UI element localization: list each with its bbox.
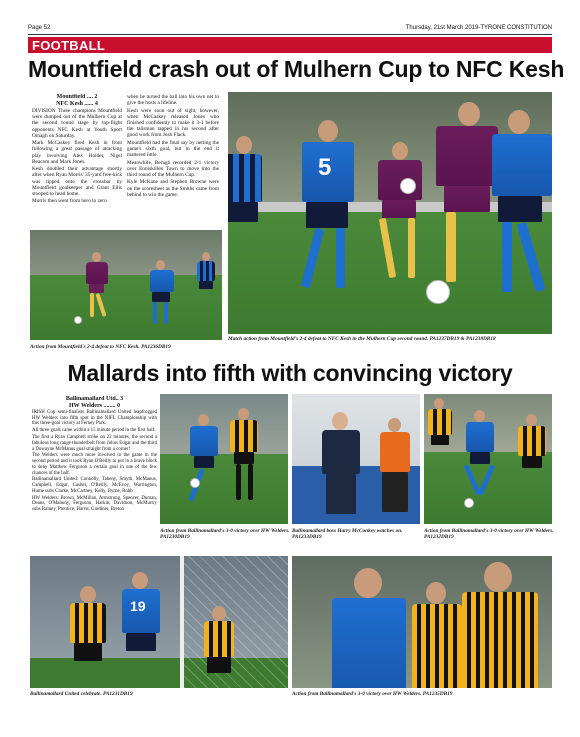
story1-para: Mountfield had the final say by netting the game's sixth goal, but in the end it mattered little. <box>127 139 219 159</box>
story2-para: HW Welders: Brown, McMillan, Armstrong, Spencer, Doman, Deans, O'Mahony, Ferguson, Harkin, Davidson, McMurtry subs Rainey, Prentice, Harris, Gardiner, Breton <box>32 495 157 513</box>
story1-score-away: NFC Kesh ...... 4 <box>56 101 98 107</box>
story2-caption-5: Action from Ballinamallard's 3-0 victory over HW Welders. PA1235DB19 <box>292 691 453 697</box>
story2-photo-manager <box>292 394 420 524</box>
header-rule <box>28 34 552 35</box>
story1-para: when he turned the ball into his own net to give the hosts a lifeline. <box>127 94 219 107</box>
story1-para: Mark McCaskey fired Kesh in front following a great passage of attacking play involving Alex Holder, Nigel Beacom and Mark Jones. <box>32 140 122 165</box>
story2-para: IRISH Cup semi-finalists Ballinamallard United leapfrogged HW Welders into fifth spot in the NIFL Championship with this three-goal victory at Ferney Park. <box>32 410 157 427</box>
story1-para: Kyle McKane and Stephen Browne were on the scoresheet as the Smiths came from behind to win the game. <box>127 179 219 198</box>
story2-body <box>32 396 157 556</box>
page-number: Page 52 <box>28 25 51 31</box>
story2-caption-1: Action from Ballinamallard's 3-0 victory over HW Welders. PA1230DB19 <box>160 528 290 540</box>
story1-photo-small <box>30 230 222 340</box>
story2-photo-action-3 <box>292 556 552 688</box>
story2-para: The first a Ryan Campbell strike on 22 minutes, the second a fabulous long range thunderbolt from Johns Edgar and the third a Dowayne McManus goal straight from a corner! <box>32 435 157 452</box>
story2-para: The Welders were much more involved in the game in the second period and it took Ryan O'Reilly to put in a brave block to deny Matthew Ferguson a certain goal in one of the few chances of the half. <box>32 453 157 476</box>
story2-photo-action-2 <box>424 394 552 524</box>
section-banner <box>28 37 552 53</box>
story2-photo-action-1 <box>160 394 288 524</box>
story1-para: Meanwhile, Beragh recorded 2-1 victory over Enniskillen Town to move into the third round of the Mulhern Cup. <box>127 159 219 178</box>
story2-score-away: HW Welders ........ 0 <box>69 403 120 409</box>
story1-caption-small: Action from Mountfield's 2-4 defeat to NFC Kesh. PA1236DB19 <box>30 344 171 350</box>
story2-photo-celebrate <box>30 556 288 688</box>
story2-caption-2: Ballinamallard boss Harry McConkey watches on. PA1233DB19 <box>292 528 403 540</box>
story2-para: All three goals came within a 15 minute period in the first half. <box>32 428 156 434</box>
story2-score-home: Ballinamallard Utd.. 3 <box>65 396 124 402</box>
story1-headline: Mountfield crash out of Mulhern Cup to NFC Kesh <box>28 56 565 82</box>
story1-para: Morris then went from hero to zero <box>32 198 107 205</box>
story2-caption-4: Ballinamallard United celebrate. PA1231DB19 <box>30 691 133 697</box>
date-line: Thursday, 21st March 2019-TYRONE CONSTITUTION <box>405 25 552 31</box>
page-header <box>28 24 552 34</box>
story1-para: DIVISION Three champions Mountfield were dumped out of the Mulhern Cup at the second round stage by top-flight opponents NFC Kesh at Youth Sport Omagh on Saturday. <box>32 108 122 139</box>
story1-column-1 <box>32 94 122 226</box>
story1-score-home: Mountfield .... 2 <box>56 94 98 100</box>
story1-column-2 <box>127 94 219 226</box>
section-title: FOOTBALL <box>32 38 106 53</box>
celebrate-shirt-number: 19 <box>130 598 146 614</box>
story1-caption-large: Match action from Mountfield's 2-4 defeat to NFC Kesh in the Mulhern Cup second round. PA1237DB19 & PA1238DB18 <box>228 336 496 342</box>
story1-photo-large <box>228 92 552 334</box>
story2-headline: Mallards into fifth with convincing victory <box>67 360 513 386</box>
story2-para: Ballinamallard United: Connolly, Taheny, Smyth, McManus, Campbell, Edgar, Cashel, O'Reilly, McEvoy, Warrington, Hume subs Clarke, McCartney, Kelly, Byrne, Robb <box>32 477 157 494</box>
story1-para: Kesh were soon out of sight, however, when McCaskey released Jones who finished confidently to make it 3-1 before the talisman tapped in his second after good work from Josh Flack. <box>127 107 219 139</box>
shirt-number: 5 <box>318 154 332 181</box>
story1-para: Kesh doubled their advantage shortly after when Ryan Morris' 35-yard free-kick was tipped onto the crossbar by Mountfield goalkeeper and Grant Ellis stooped to head home. <box>32 166 122 198</box>
story2-caption-3: Action from Ballinamallard's 3-0 victory over HW Welders. PA1232DB19 <box>424 528 554 540</box>
